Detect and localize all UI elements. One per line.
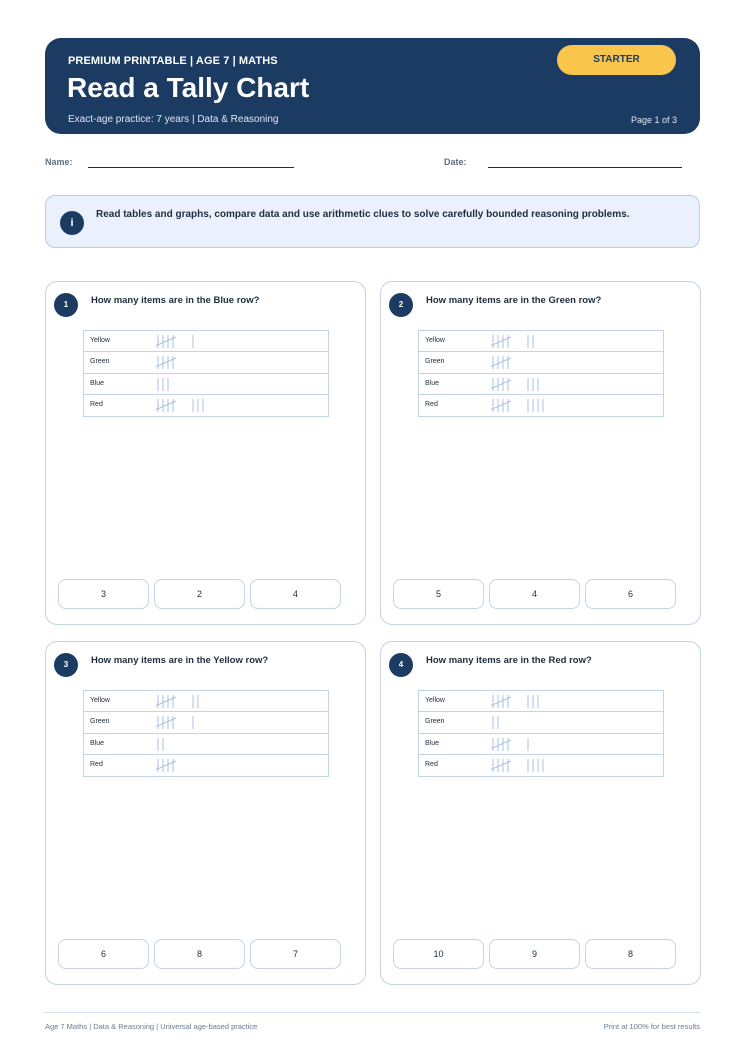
tally-marks bbox=[156, 333, 306, 350]
tally-table bbox=[83, 330, 329, 417]
tally-table bbox=[418, 330, 664, 417]
tally-table bbox=[418, 690, 664, 777]
tally-row bbox=[84, 374, 328, 395]
tally-row bbox=[84, 352, 328, 373]
tally-marks bbox=[156, 354, 306, 371]
tally-row-label: Green bbox=[90, 358, 110, 366]
answer-option-button[interactable]: 3 bbox=[58, 579, 149, 609]
footer-divider bbox=[45, 1012, 700, 1013]
tally-row bbox=[419, 734, 663, 755]
date-label: Date: bbox=[444, 157, 467, 167]
tally-row-label: Yellow bbox=[90, 337, 110, 344]
page-number: Page 1 of 3 bbox=[630, 115, 677, 125]
question-prompt: How many items are in the Red row? bbox=[426, 655, 592, 666]
info-text: Read tables and graphs, compare data and use arithmetic clues to solve carefully bounded reasoning problems. bbox=[96, 209, 630, 220]
tally-row-label: Yellow bbox=[425, 337, 445, 344]
name-label: Name: bbox=[45, 157, 73, 167]
tally-row-label: Red bbox=[425, 760, 438, 768]
answer-option-button[interactable]: 8 bbox=[585, 939, 676, 969]
tally-row-label: Green bbox=[425, 358, 445, 366]
tally-marks bbox=[491, 376, 641, 393]
answer-option-button[interactable]: 9 bbox=[489, 939, 580, 969]
tally-row bbox=[84, 331, 328, 352]
tally-row-label: Blue bbox=[90, 739, 105, 747]
tally-marks bbox=[156, 736, 306, 753]
answer-option-button[interactable]: 2 bbox=[154, 579, 245, 609]
answer-option-button[interactable]: 4 bbox=[250, 579, 341, 609]
header-kicker: PREMIUM PRINTABLE | AGE 7 | MATHS bbox=[68, 55, 278, 67]
question-prompt: How many items are in the Green row? bbox=[426, 295, 602, 306]
tally-marks bbox=[491, 714, 641, 731]
question-card bbox=[380, 641, 701, 985]
tally-row bbox=[419, 755, 663, 776]
header-subtitle: Exact-age practice: 7 years | Data & Reasoning bbox=[68, 114, 279, 125]
tally-row-label: Green bbox=[90, 718, 110, 726]
tally-row bbox=[419, 331, 663, 352]
answer-option-button[interactable]: 4 bbox=[489, 579, 580, 609]
tally-row bbox=[84, 712, 328, 733]
tally-marks bbox=[156, 714, 306, 731]
question-card bbox=[45, 641, 366, 985]
tally-row-label: Red bbox=[90, 400, 103, 408]
tally-marks bbox=[156, 376, 306, 393]
answer-option-button[interactable]: 10 bbox=[393, 939, 484, 969]
question-number: 2 bbox=[389, 293, 413, 317]
tally-row bbox=[84, 734, 328, 755]
tally-row bbox=[419, 352, 663, 373]
tally-marks bbox=[491, 397, 641, 414]
tally-marks bbox=[491, 757, 641, 774]
footer-right-text: Print at 100% for best results bbox=[603, 1022, 700, 1031]
answer-option-button[interactable]: 6 bbox=[585, 579, 676, 609]
question-number: 4 bbox=[389, 653, 413, 677]
answer-options bbox=[393, 939, 676, 969]
tally-row bbox=[419, 395, 663, 416]
tally-marks bbox=[491, 693, 641, 710]
name-line[interactable] bbox=[88, 167, 294, 168]
date-line[interactable] bbox=[488, 167, 682, 168]
tally-row-label: Blue bbox=[425, 739, 440, 747]
answer-options bbox=[58, 939, 341, 969]
footer-left-text: Age 7 Maths | Data & Reasoning | Universal age-based practice bbox=[45, 1022, 258, 1031]
tally-marks bbox=[156, 397, 306, 414]
tally-row-label: Blue bbox=[90, 379, 105, 387]
tally-marks bbox=[156, 757, 306, 774]
tally-table bbox=[83, 690, 329, 777]
tally-row-label: Yellow bbox=[90, 697, 110, 704]
answer-options bbox=[393, 579, 676, 609]
tally-row bbox=[84, 691, 328, 712]
info-box bbox=[45, 195, 700, 248]
question-card bbox=[45, 281, 366, 625]
answer-option-button[interactable]: 8 bbox=[154, 939, 245, 969]
tally-marks bbox=[156, 693, 306, 710]
answer-option-button[interactable]: 5 bbox=[393, 579, 484, 609]
page-title: Read a Tally Chart bbox=[67, 72, 310, 103]
question-prompt: How many items are in the Yellow row? bbox=[91, 655, 269, 666]
tally-row bbox=[419, 374, 663, 395]
question-card bbox=[380, 281, 701, 625]
question-prompt: How many items are in the Blue row? bbox=[91, 295, 260, 306]
info-icon: i bbox=[60, 211, 84, 235]
answer-option-button[interactable]: 7 bbox=[250, 939, 341, 969]
tally-row bbox=[419, 712, 663, 733]
question-number: 1 bbox=[54, 293, 78, 317]
tally-row bbox=[419, 691, 663, 712]
question-number: 3 bbox=[54, 653, 78, 677]
answer-option-button[interactable]: 6 bbox=[58, 939, 149, 969]
worksheet-header bbox=[45, 38, 700, 134]
tally-row-label: Green bbox=[425, 718, 445, 726]
tally-row-label: Red bbox=[90, 760, 103, 768]
tally-marks bbox=[491, 354, 641, 371]
tally-marks bbox=[491, 333, 641, 350]
tally-row bbox=[84, 395, 328, 416]
tally-row-label: Yellow bbox=[425, 697, 445, 704]
level-badge: STARTER bbox=[557, 45, 676, 75]
tally-row-label: Red bbox=[425, 400, 438, 408]
answer-options bbox=[58, 579, 341, 609]
tally-row bbox=[84, 755, 328, 776]
tally-marks bbox=[491, 736, 641, 753]
tally-row-label: Blue bbox=[425, 379, 440, 387]
